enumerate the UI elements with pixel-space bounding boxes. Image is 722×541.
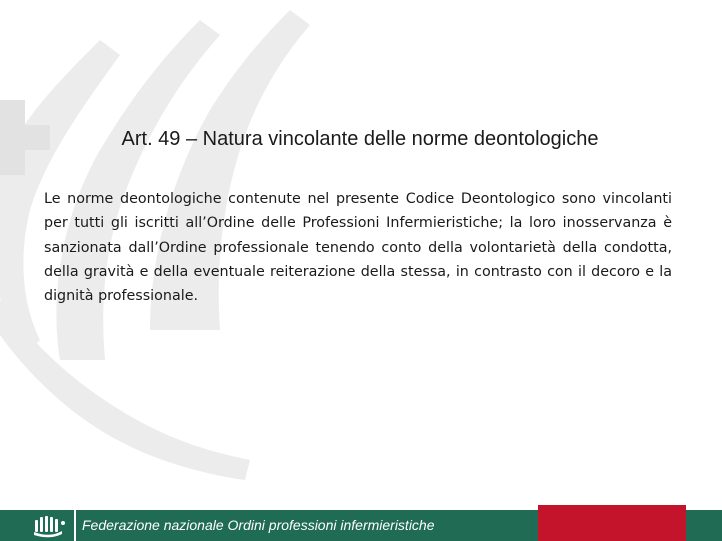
footer-divider <box>74 510 76 541</box>
slide-title: Art. 49 – Natura vincolante delle norme deontologiche <box>121 128 599 150</box>
article-body-text: Le norme deontologiche contenute nel presente Codice Deontologico sono vincolanti per tutti gli iscritti all’Ordine delle Professioni Infermieristiche; la loro inosservanza è sanzionata dall’Ordine professionale tenendo conto della volontarietà della condotta, della gravità e della eventuale reiterazione della stessa, in contrasto con il decoro e la dignità professionale. <box>44 191 672 305</box>
footer-organization-name: Federazione nazionale Ordini professioni infermieristiche <box>82 517 435 533</box>
fnopi-logo-icon <box>32 514 68 538</box>
footer-accent-block <box>538 505 686 541</box>
